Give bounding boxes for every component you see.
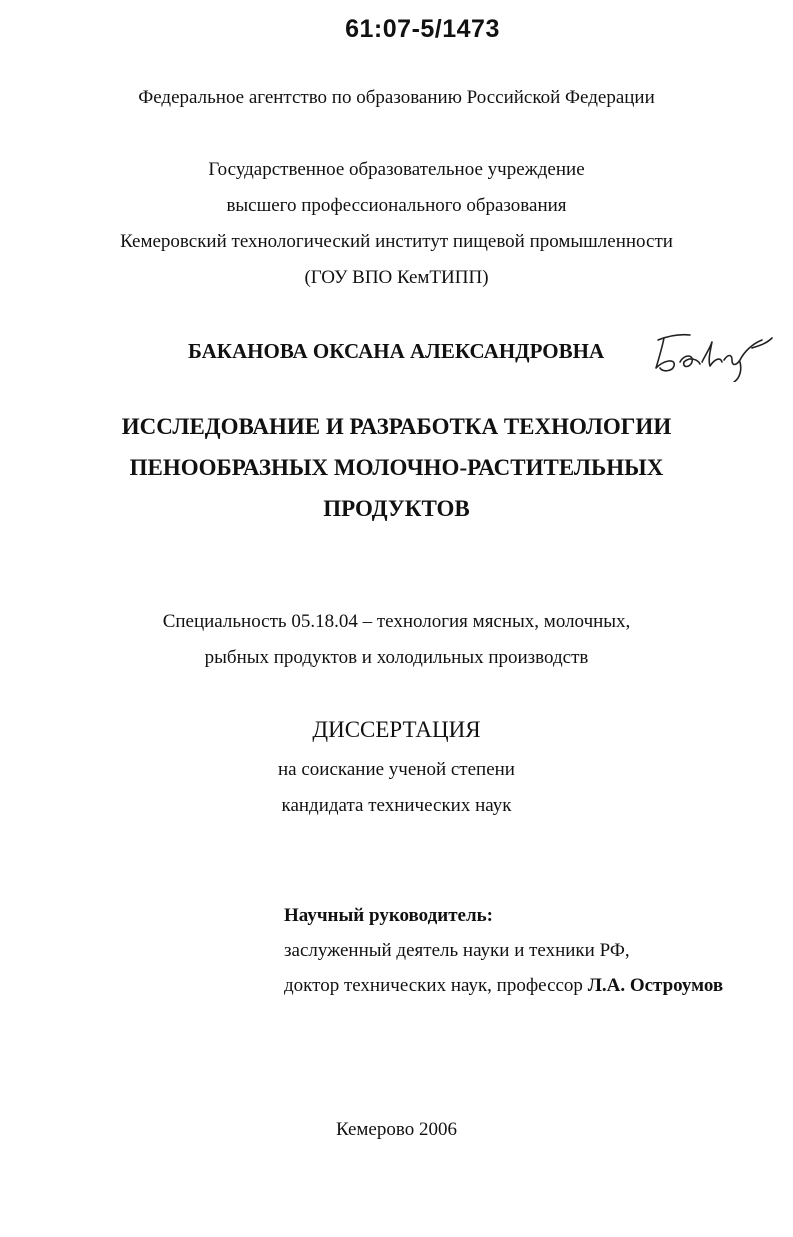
archive-code: 61:07-5/1473 [345,15,500,43]
institution-line-1: Государственное образовательное учреждение [208,159,585,180]
institution-line-2: высшего профессионального образования [226,195,567,216]
handwritten-signature [650,326,780,382]
specialty-line-1: Специальность 05.18.04 – технология мясных, молочных, [162,611,631,632]
supervisor-title-line: заслуженный деятель науки и техники РФ, [284,940,630,961]
degree-line-2: кандидата технических наук [281,795,512,816]
specialty-line-2: рыбных продуктов и холодильных производств [204,647,589,668]
agency-name: Федеральное агентство по образованию Российской Федерации [138,87,655,108]
dissertation-title-line-2: ПЕНООБРАЗНЫХ МОЛОЧНО-РАСТИТЕЛЬНЫХ [129,455,664,480]
supervisor-name: Л.А. Остроумов [587,975,724,996]
supervisor-heading: Научный руководитель: [284,905,493,926]
author-name: БАКАНОВА ОКСАНА АЛЕКСАНДРОВНА [188,339,605,363]
author-row [0,338,793,378]
document-type: ДИССЕРТАЦИЯ [312,717,481,742]
institution-line-3: Кемеровский технологический институт пищевой промышленности [120,231,673,252]
supervisor-degree: доктор технических наук, профессор [284,975,588,996]
degree-line-1: на соискание ученой степени [278,759,515,780]
dissertation-title-line-1: ИССЛЕДОВАНИЕ И РАЗРАБОТКА ТЕХНОЛОГИИ [121,414,672,439]
city-year: Кемерово 2006 [336,1119,457,1140]
supervisor-degree-line [284,974,723,998]
institution-abbreviation: (ГОУ ВПО КемТИПП) [304,267,489,288]
dissertation-title-line-3: ПРОДУКТОВ [323,496,470,521]
